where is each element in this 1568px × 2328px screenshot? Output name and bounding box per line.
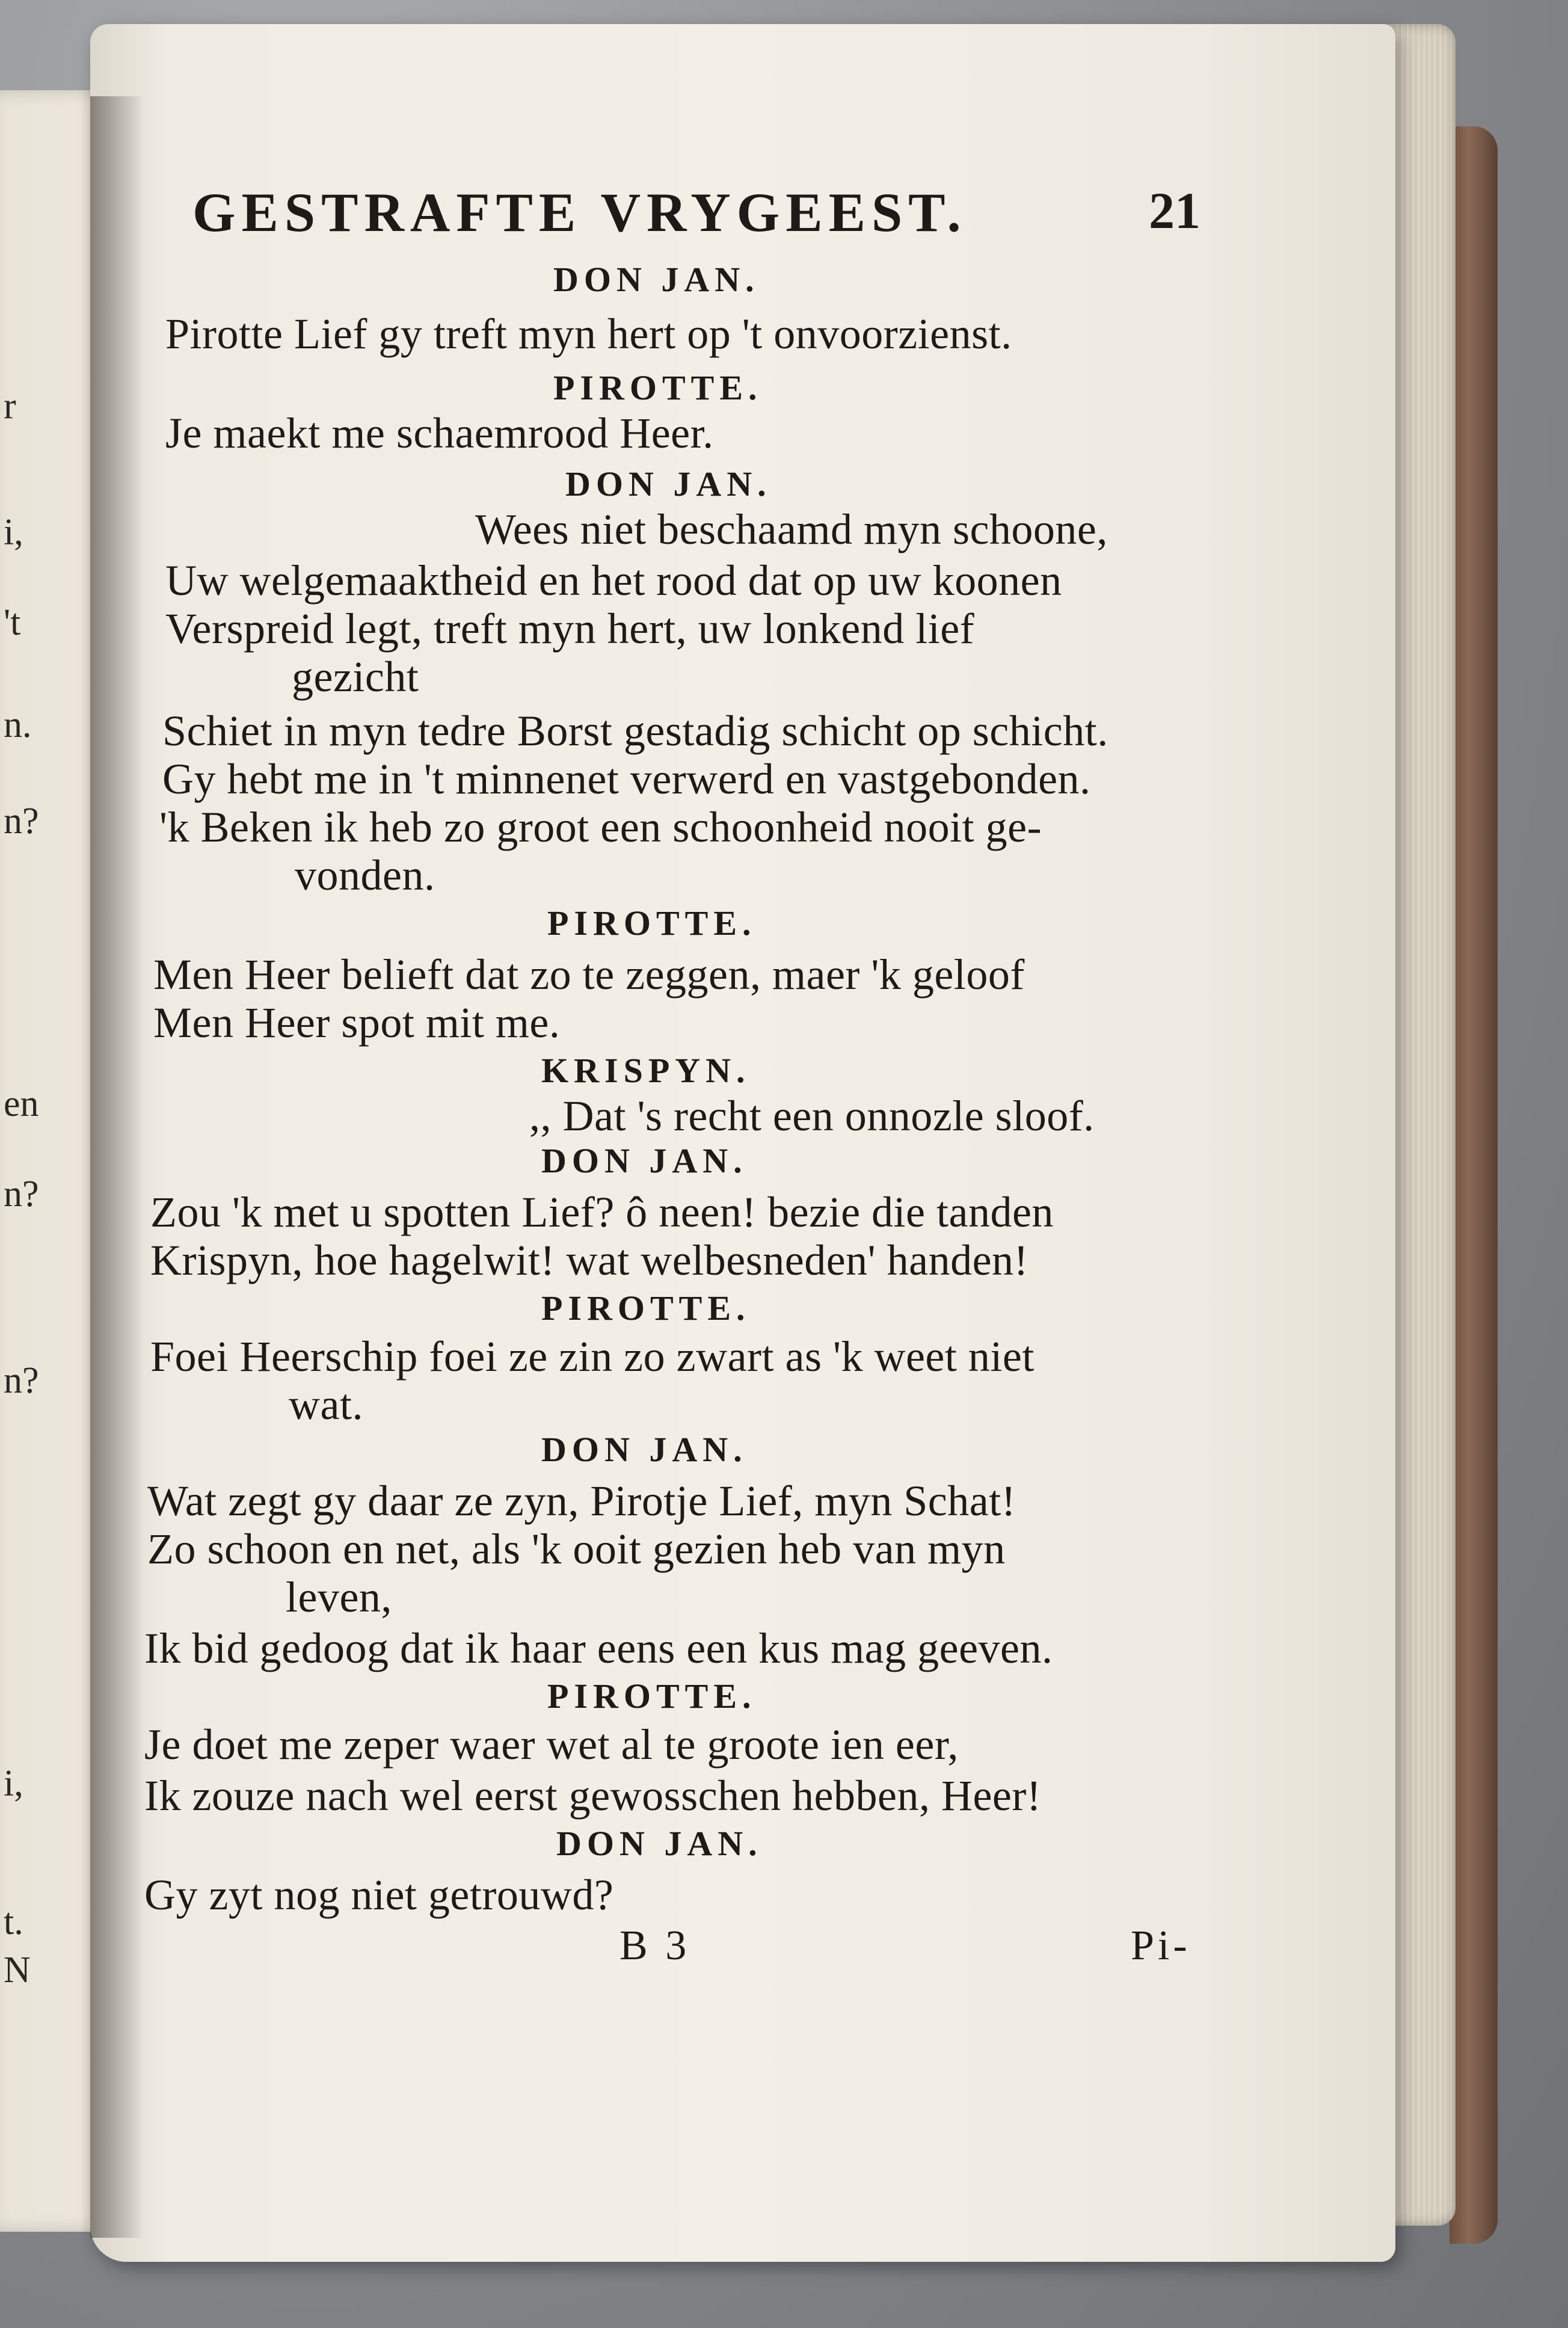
verse-line: Verspreid legt, treft myn hert, uw lonkend lief <box>165 605 975 653</box>
left-page-fragment: en <box>4 1083 39 1124</box>
verse-line: Wees niet beschaamd myn schoone, <box>475 505 1108 553</box>
verse-line: Schiet in myn tedre Borst gestadig schicht op schicht. <box>162 707 1108 755</box>
left-page-fragment: 't <box>4 602 21 643</box>
verse-line: Uw welgemaaktheid en het rood dat op uw koonen <box>165 556 1062 605</box>
verse-line: wat. <box>289 1381 363 1429</box>
speaker-heading: DON JAN. <box>553 260 760 299</box>
speaker-heading: DON JAN. <box>541 1430 748 1469</box>
left-page-fragment: n? <box>4 1360 39 1401</box>
verse-line: Men Heer spot mit me. <box>153 999 561 1047</box>
speaker-heading: KRISPYN. <box>541 1051 751 1090</box>
page-number: 21 <box>1149 182 1201 239</box>
verse-line: Zo schoon en net, als 'k ooit gezien heb van myn <box>147 1525 1006 1573</box>
signature-mark: B 3 <box>620 1923 690 1969</box>
speaker-heading: PIROTTE. <box>541 1289 751 1328</box>
speaker-heading: PIROTTE. <box>553 368 763 407</box>
left-page-fragment: r <box>4 386 16 426</box>
verse-line: Je doet me zeper waer wet al te groote ien eer, <box>144 1720 959 1769</box>
left-page-fragment: t. <box>4 1902 23 1942</box>
left-page-fragment: i, <box>4 1763 23 1804</box>
speaker-heading: PIROTTE. <box>547 904 757 943</box>
verse-line: Pirotte Lief gy treft myn hert op 't onvoorzienst. <box>165 310 1012 358</box>
left-page-fragment: n? <box>4 801 39 842</box>
verse-line: leven, <box>286 1573 392 1621</box>
verse-line: Je maekt me schaemrood Heer. <box>165 409 714 457</box>
left-page-fragment: n? <box>4 1174 39 1215</box>
left-page-fragment: i, <box>4 512 23 553</box>
verse-line: vonden. <box>295 851 435 899</box>
left-page-fragment: n. <box>4 704 32 745</box>
verse-line: Krispyn, hoe hagelwit! wat welbesneden' handen! <box>150 1236 1029 1284</box>
verse-line: 'k Beken ik heb zo groot een schoonheid nooit ge- <box>159 803 1042 851</box>
verse-line: Ik bid gedoog dat ik haar eens een kus mag geeven. <box>144 1624 1053 1672</box>
verse-line: Wat zegt gy daar ze zyn, Pirotje Lief, myn Schat! <box>147 1477 1016 1525</box>
verse-line: Foei Heerschip foei ze zin zo zwart as 'k weet niet <box>150 1332 1035 1381</box>
verse-line: Gy zyt nog niet getrouwd? <box>144 1871 614 1919</box>
verse-line: Zou 'k met u spotten Lief? ô neen! bezie die tanden <box>150 1188 1054 1236</box>
verse-line: Ik zouze nach wel eerst gewosschen hebben, Heer! <box>144 1772 1042 1820</box>
verse-line: Gy hebt me in 't minnenet verwerd en vastgebonden. <box>162 755 1091 803</box>
speaker-heading: DON JAN. <box>556 1824 763 1863</box>
left-page-fragment: N <box>4 1950 31 1991</box>
speaker-heading: DON JAN. <box>565 464 772 503</box>
catchword: Pi- <box>1131 1923 1191 1969</box>
running-head: GESTRAFTE VRYGEEST. <box>192 182 967 243</box>
verse-line: gezicht <box>292 653 419 701</box>
speaker-heading: PIROTTE. <box>547 1677 757 1716</box>
speaker-heading: DON JAN. <box>541 1141 748 1180</box>
verse-line: ,, Dat 's recht een onnozle sloof. <box>529 1092 1095 1140</box>
verse-line: Men Heer belieft dat zo te zeggen, maer 'k geloof <box>153 950 1025 999</box>
